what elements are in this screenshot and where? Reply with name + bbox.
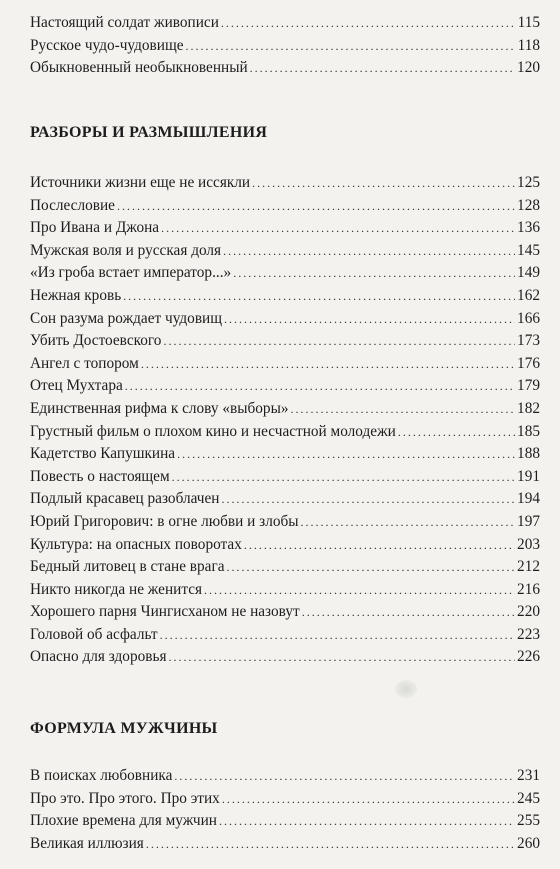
dot-leader	[222, 788, 515, 811]
dot-leader	[123, 285, 515, 308]
dot-leader	[233, 262, 515, 285]
toc-entry-page: 166	[517, 309, 540, 327]
toc-entry-title: Головой об асфальт	[30, 625, 158, 643]
toc-entry	[30, 833, 540, 856]
toc-entry-title: Юрий Григорович: в огне любви и злобы	[30, 512, 299, 530]
toc-entry	[30, 488, 540, 511]
toc-entry-page: 182	[517, 399, 540, 417]
toc-section-list	[30, 172, 540, 669]
toc-entry-title: Источники жизни еще не иссякли	[30, 174, 251, 191]
toc-entry-title: Хорошего парня Чингисханом не назовут	[30, 603, 300, 621]
toc-entry	[30, 421, 540, 444]
toc-entry-title: В поисках любовника	[30, 767, 173, 784]
toc-entry	[30, 308, 540, 331]
toc-entry-page: 176	[517, 354, 540, 372]
dot-leader	[398, 421, 515, 444]
toc-entry-title: Мужская воля и русская доля	[30, 241, 222, 259]
toc-entry-page: 226	[517, 648, 540, 666]
dot-leader	[125, 375, 515, 398]
dot-leader	[141, 353, 515, 376]
toc-entry	[30, 556, 540, 579]
toc-entry-page: 255	[517, 812, 540, 830]
toc-entry-title: Про Ивана и Джона	[30, 219, 160, 237]
toc-entry-page: 231	[517, 767, 540, 784]
toc-continuation-list	[30, 12, 540, 80]
toc-entry-title: Убить Достоевского	[30, 332, 162, 350]
dot-leader	[223, 240, 515, 263]
toc-entry	[30, 240, 540, 263]
dot-leader	[221, 12, 516, 35]
dot-leader	[174, 765, 515, 788]
toc-entry-page: 223	[517, 625, 540, 643]
toc-entry	[30, 12, 540, 35]
dot-leader	[301, 511, 516, 534]
dot-leader	[146, 833, 515, 856]
toc-entry	[30, 810, 540, 833]
toc-entry-page: 191	[517, 467, 540, 485]
toc-entry-title: «Из гроба встает император...»	[30, 264, 232, 282]
toc-section-list	[30, 765, 540, 855]
toc-entry-page: 188	[517, 445, 540, 463]
toc-entry-page: 216	[517, 580, 540, 598]
toc-entry-page: 179	[517, 377, 540, 395]
toc-entry	[30, 579, 540, 602]
toc-entry-title: Плохие времена для мужчин	[30, 812, 217, 830]
toc-entry-title: Послесловие	[30, 196, 115, 214]
toc-entry-page: 149	[517, 264, 540, 282]
toc-entry	[30, 765, 540, 788]
toc-entry-page: 136	[517, 219, 540, 237]
toc-entry	[30, 466, 540, 489]
toc-entry	[30, 624, 540, 647]
toc-entry-title: Ангел с топором	[30, 354, 139, 372]
dot-leader	[227, 556, 516, 579]
toc-entry-title: Отец Мухтара	[30, 377, 123, 395]
toc-entry-title: Повесть о настоящем	[30, 467, 170, 485]
toc-entry-title: Русское чудо-чудовище	[30, 36, 184, 54]
toc-entry-page: 260	[517, 834, 540, 852]
toc-entry-page: 212	[517, 558, 540, 576]
toc-entry-title: Грустный фильм о плохом кино и несчастной молодежи	[30, 422, 396, 440]
dot-leader	[244, 534, 515, 557]
toc-entry	[30, 353, 540, 376]
toc-entry-title: Опасно для здоровья	[30, 648, 167, 666]
toc-entry	[30, 330, 540, 353]
toc-entry-page: 120	[517, 59, 540, 77]
page-smudge	[395, 680, 417, 698]
toc-entry-title: Про это. Про этого. Про этих	[30, 789, 220, 807]
toc-entry-page: 125	[517, 174, 540, 191]
dot-leader	[221, 488, 515, 511]
toc-entry	[30, 646, 540, 669]
toc-entry	[30, 57, 540, 80]
toc-entry-page: 162	[517, 286, 540, 304]
dot-leader	[302, 601, 515, 624]
section-heading: РАЗБОРЫ И РАЗМЫШЛЕНИЯ	[30, 124, 268, 141]
dot-leader	[291, 398, 516, 421]
dot-leader	[224, 308, 515, 331]
toc-entry-page: 245	[517, 789, 540, 807]
toc-entry-title: Единственная рифма к слову «выборы»	[30, 399, 289, 417]
toc-entry-page: 185	[517, 422, 540, 440]
toc-entry	[30, 375, 540, 398]
toc-entry	[30, 511, 540, 534]
toc-entry-title: Культура: на опасных поворотах	[30, 535, 242, 553]
dot-leader	[177, 443, 515, 466]
toc-entry-page: 197	[517, 512, 540, 530]
dot-leader	[252, 172, 515, 195]
toc-entry	[30, 35, 540, 58]
toc-entry-title: Сон разума рождает чудовищ	[30, 309, 223, 327]
toc-entry-page: 118	[517, 36, 540, 54]
dot-leader	[172, 466, 515, 489]
toc-entry-page: 128	[517, 196, 540, 214]
dot-leader	[186, 35, 516, 58]
dot-leader	[250, 57, 515, 80]
toc-entry-title: Никто никогда не женится	[30, 580, 203, 598]
dot-leader	[219, 810, 515, 833]
dot-leader	[161, 217, 515, 240]
dot-leader	[163, 330, 515, 353]
toc-entry	[30, 172, 540, 195]
toc-entry-title: Обыкновенный необыкновенный	[30, 59, 248, 77]
toc-entry-title: Подлый красавец разоблачен	[30, 490, 220, 508]
dot-leader	[160, 624, 515, 647]
toc-entry	[30, 398, 540, 421]
toc-entry-title: Бедный литовец в стане врага	[30, 558, 225, 576]
toc-entry-title: Нежная кровь	[30, 286, 122, 304]
toc-entry-title: Великая иллюзия	[30, 834, 144, 852]
toc-entry-title: Кадетство Капушкина	[30, 445, 176, 463]
toc-entry	[30, 601, 540, 624]
toc-entry	[30, 443, 540, 466]
toc-entry	[30, 534, 540, 557]
toc-entry-page: 115	[517, 14, 540, 31]
dot-leader	[204, 579, 515, 602]
toc-entry-page: 203	[517, 535, 540, 553]
toc-entry-page: 194	[517, 490, 540, 508]
toc-entry-page: 145	[517, 241, 540, 259]
toc-entry	[30, 262, 540, 285]
section-heading: ФОРМУЛА МУЖЧИНЫ	[30, 720, 218, 737]
toc-entry-page: 220	[517, 603, 540, 621]
toc-entry	[30, 217, 540, 240]
dot-leader	[117, 195, 515, 218]
dot-leader	[168, 646, 515, 669]
toc-entry-page: 173	[517, 332, 540, 350]
toc-entry-title: Настоящий солдат живописи	[30, 14, 219, 31]
toc-entry	[30, 195, 540, 218]
toc-entry	[30, 788, 540, 811]
toc-entry	[30, 285, 540, 308]
